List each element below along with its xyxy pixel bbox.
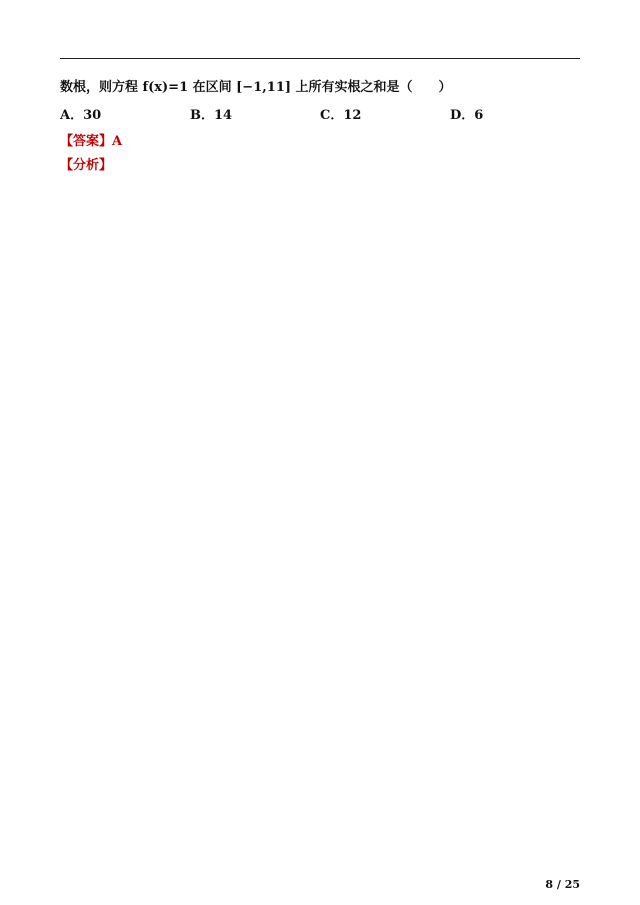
page-number: 8 / 25 xyxy=(545,878,580,891)
answer-line xyxy=(60,132,580,152)
choice-c: C．12 xyxy=(320,108,362,123)
choice-d: D．6 xyxy=(450,108,484,123)
analysis-heading xyxy=(60,156,580,176)
answer-tag: 【答案】 xyxy=(60,134,113,149)
question-stem: 数根，则方程 f(x)=1 在区间 [−1,11] 上所有实根之和是（ ） xyxy=(60,80,452,95)
analysis-tag: 【分析】 xyxy=(60,158,113,173)
choice-list xyxy=(60,106,580,126)
answer-value: A xyxy=(112,134,123,149)
header-rule xyxy=(60,58,580,59)
choice-a: A．30 xyxy=(60,108,102,123)
choice-b: B．14 xyxy=(190,108,233,123)
